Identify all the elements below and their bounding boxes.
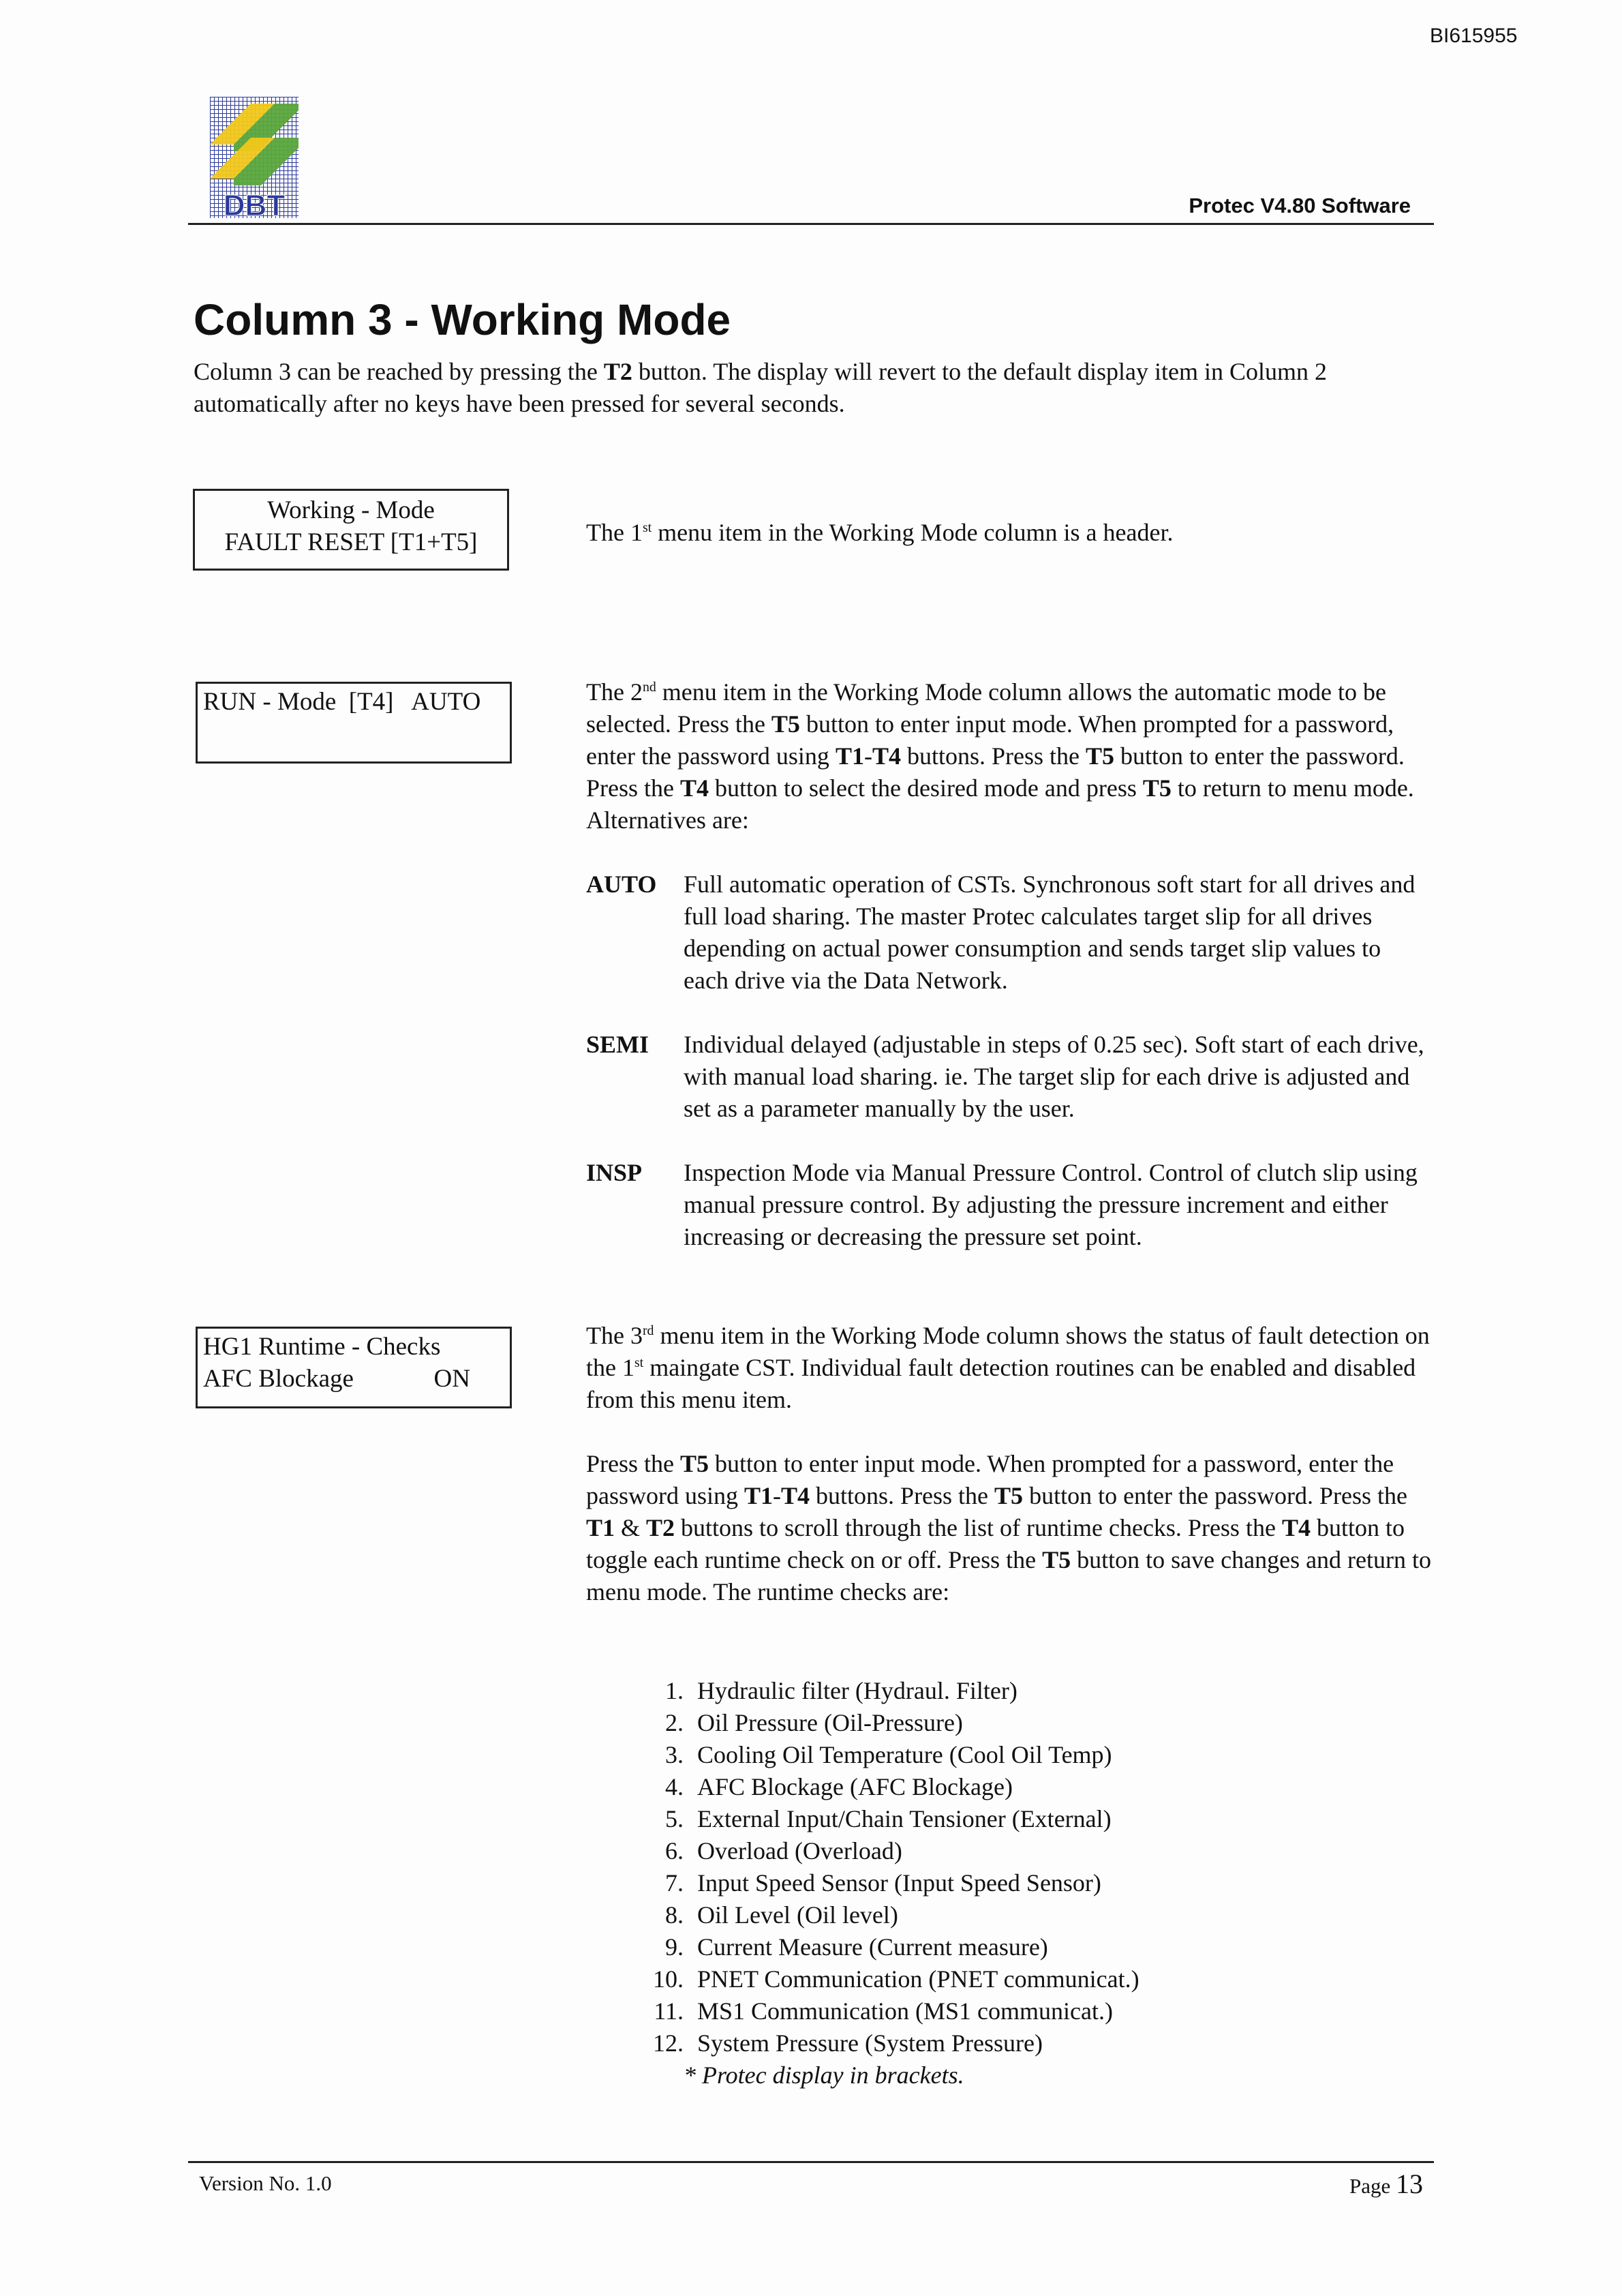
list-item: 1. Hydraulic filter (Hydraul. Filter) bbox=[665, 1677, 1017, 1704]
list-item: 3. Cooling Oil Temperature (Cool Oil Temp) bbox=[665, 1741, 1112, 1768]
list-item: 12. System Pressure (System Pressure) bbox=[653, 2029, 1043, 2057]
item1-description: The 1st menu item in the Working Mode column is a header. bbox=[586, 519, 1174, 546]
lcd-line: RUN - Mode [T4] AUTO bbox=[203, 688, 481, 716]
mode-name: INSP bbox=[586, 1159, 643, 1186]
footer-rule bbox=[188, 2161, 1434, 2163]
list-footnote: * Protec display in brackets. bbox=[684, 2061, 964, 2089]
dbt-logo bbox=[210, 97, 299, 218]
lcd-line: FAULT RESET [T1+T5] bbox=[224, 528, 478, 556]
header-rule bbox=[188, 223, 1434, 225]
item3-instructions: Press the T5 button to enter input mode. When prompted for a password, enter the password using T1-T4 buttons. Press the T5 button to enter the password. Press the T1 & T2 buttons to scroll through the list of runtime checks. Press the T4 button to toggle each runtime check on or off. Press the T5 button to save changes and return to menu mode. The runtime checks are: bbox=[586, 1450, 1432, 1605]
svg-text:DBT: DBT bbox=[223, 189, 286, 218]
intro-paragraph: Column 3 can be reached by pressing the T2 button. The display will revert to the default display item in Column 2 automatically after no keys have been pressed for several seconds. bbox=[194, 358, 1328, 417]
mode-auto bbox=[586, 868, 1431, 997]
lcd-line: Working - Mode bbox=[267, 496, 435, 524]
software-version: Protec V4.80 Software bbox=[1189, 194, 1411, 217]
mode-name: SEMI bbox=[586, 1031, 649, 1058]
list-item: 4. AFC Blockage (AFC Blockage) bbox=[665, 1773, 1013, 1800]
mode-text: Inspection Mode via Manual Pressure Control. Control of clutch slip using manual pressure control. By adjusting the pressure increment and either increasing or decreasing the pressure set point. bbox=[684, 1159, 1418, 1250]
item3-description: The 3rd menu item in the Working Mode column shows the status of fault detection on the 1st maingate CST. Individual fault detection routines can be enabled and disabled from this menu item. bbox=[586, 1322, 1430, 1413]
list-item: 7. Input Speed Sensor (Input Speed Sensor) bbox=[665, 1869, 1101, 1897]
mode-alternatives bbox=[586, 868, 1431, 1285]
lcd-line: HG1 Runtime - Checks bbox=[203, 1333, 441, 1361]
list-item: 5. External Input/Chain Tensioner (External) bbox=[665, 1805, 1112, 1832]
item2-description: The 2nd menu item in the Working Mode column allows the automatic mode to be selected. Press the T5 button to enter input mode. When prompted for a password, enter the password using T1-T4 buttons. Press the T5 button to enter the password. Press the T4 button to select the desired mode and press T5 to return to menu mode. Alternatives are: bbox=[586, 678, 1414, 834]
lcd-check-value: ON bbox=[433, 1365, 470, 1393]
document-id: BI615955 bbox=[1430, 25, 1518, 47]
mode-name: AUTO bbox=[586, 871, 657, 898]
lcd-line bbox=[203, 1363, 504, 1395]
list-item: 8. Oil Level (Oil level) bbox=[665, 1901, 898, 1929]
lcd-display-working-mode bbox=[193, 489, 509, 571]
version-number: Version No. 1.0 bbox=[199, 2171, 332, 2195]
page-title: Column 3 - Working Mode bbox=[194, 295, 731, 344]
page-indicator: Page 13 bbox=[1349, 2169, 1423, 2199]
runtime-checks-list bbox=[627, 1675, 1377, 2059]
mode-semi bbox=[586, 1029, 1431, 1125]
list-item: 9. Current Measure (Current measure) bbox=[665, 1933, 1048, 1961]
list-item: 10. PNET Communication (PNET communicat.) bbox=[653, 1965, 1139, 1993]
list-item: 2. Oil Pressure (Oil-Pressure) bbox=[665, 1709, 963, 1736]
list-item: 6. Overload (Overload) bbox=[665, 1837, 902, 1864]
mode-text: Full automatic operation of CSTs. Synchronous soft start for all drives and full load sharing. The master Protec calculates target slip for all drives depending on actual power consumption and sends target slip values to each drive via the Data Network. bbox=[684, 871, 1416, 994]
mode-text: Individual delayed (adjustable in steps of 0.25 sec). Soft start of each drive, with manual load sharing. ie. The target slip for each drive is adjusted and set as a parameter manually by the user. bbox=[684, 1031, 1424, 1122]
lcd-display-run-mode bbox=[196, 682, 512, 764]
page-number: 13 bbox=[1396, 2169, 1423, 2199]
lcd-display-runtime-checks bbox=[196, 1327, 512, 1408]
lcd-check-label: AFC Blockage bbox=[203, 1365, 354, 1393]
list-item: 11. MS1 Communication (MS1 communicat.) bbox=[654, 1997, 1113, 2025]
mode-insp bbox=[586, 1157, 1431, 1253]
